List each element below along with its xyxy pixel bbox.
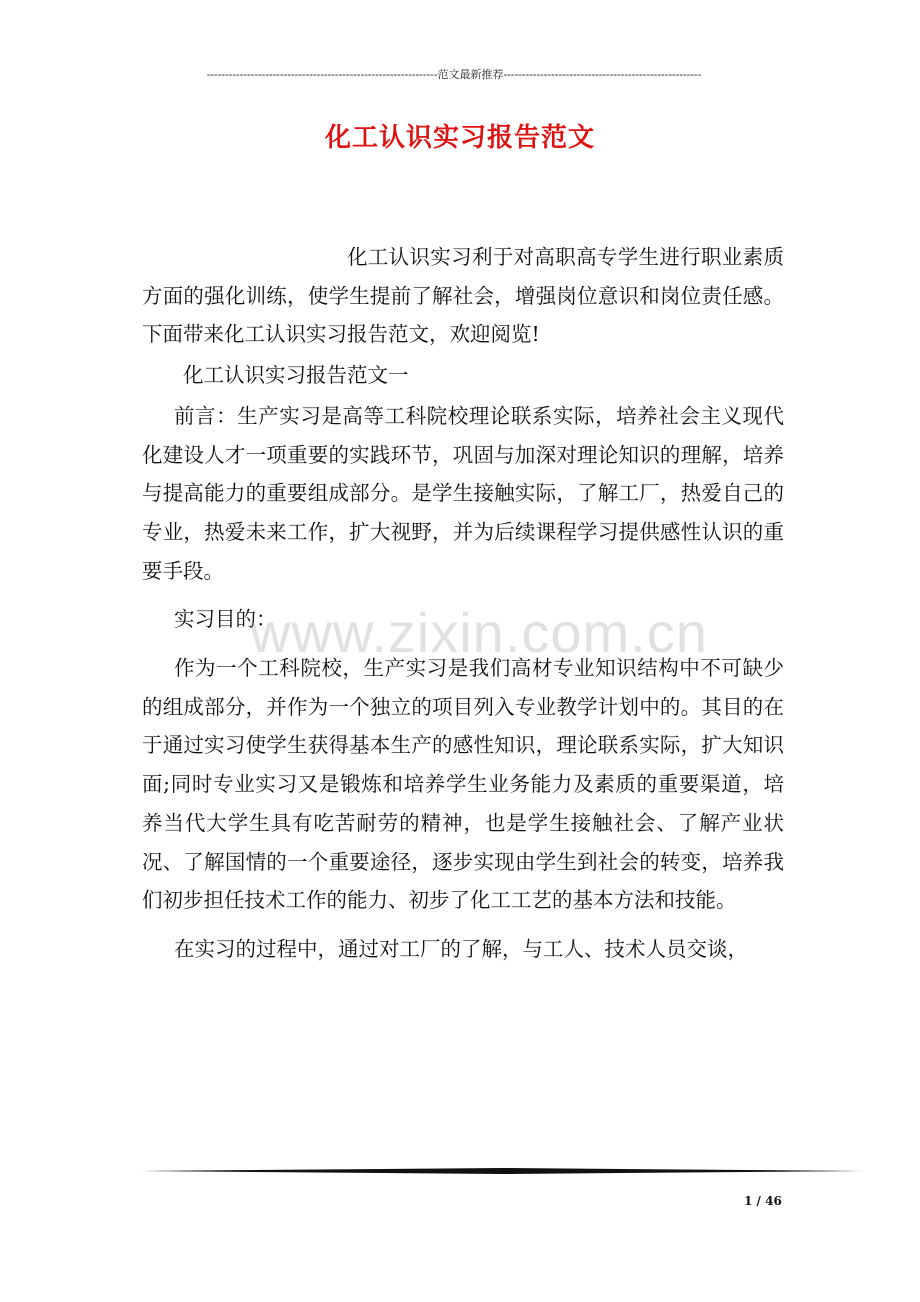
- intro-paragraph: 化工认识实习利于对高职高专学生进行职业素质方面的强化训练，使学生提前了解社会，增强岗位意识和岗位责任感。下面带来化工认识实习报告范文，欢迎阅览!: [142, 245, 784, 347]
- section-subheading: 化工认识实习报告范文一: [183, 363, 409, 388]
- document-title: 化工认识实习报告范文: [324, 123, 595, 153]
- purpose-paragraph: 作为一个工科院校，生产实习是我们高材专业知识结构中不可缺少的组成部分，并作为一个独立的项目列入专业教学计划中的。其目的在于通过实习使学生获得基本生产的感性知识，理论联系实际，扩大知识面;同时专业实习又是锻炼和培养学生业务能力及素质的重要渠道，培养当代大学生具有吃苦耐劳的精神，也是学生接触社会、了解产业状况、了解国情的一个重要途径，逐步实现由学生到社会的转变，培养我们初步担任技术工作的能力、初步了化工工艺的基本方法和技能。: [142, 656, 784, 913]
- preface-paragraph: 前言：生产实习是高等工科院校理论联系实际，培养社会主义现代化建设人才一项重要的实践环节，巩固与加深对理论知识的理解，培养与提高能力的重要组成部分。是学生接触实际，了解工厂，热爱自己的专业，热爱未来工作，扩大视野，并为后续课程学习提供感性认识的重要手段。: [142, 403, 784, 583]
- document-body: [142, 238, 784, 969]
- page-header: ---------------------------------------------------------------范文最新推荐------------------------------------------------------: [206, 69, 702, 81]
- watermark: www.zixin.com.cn: [250, 601, 708, 664]
- process-paragraph: 在实习的过程中，通过对工厂的了解，与工人、技术人员交谈，: [174, 936, 748, 961]
- page-number: 1 / 46: [744, 1194, 782, 1208]
- purpose-heading: 实习目的：: [174, 607, 277, 632]
- footer-rule: [140, 1168, 864, 1174]
